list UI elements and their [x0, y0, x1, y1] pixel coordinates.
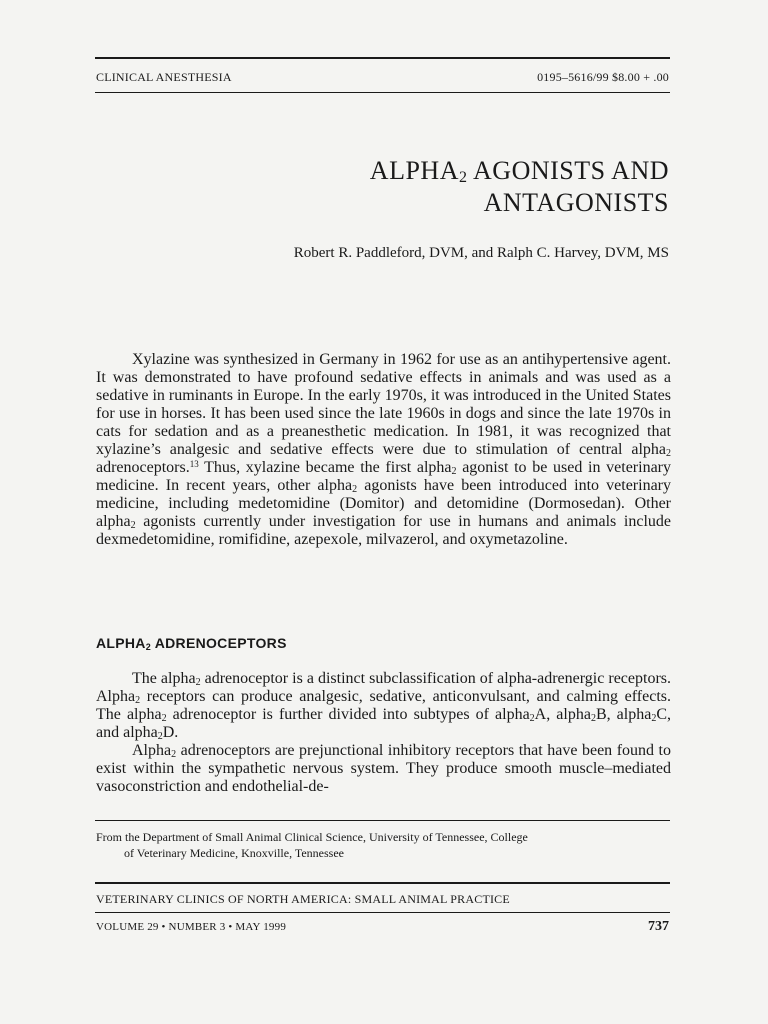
footnote-line-2: of Veterinary Medicine, Knoxville, Tennessee: [124, 846, 344, 860]
journal-name: VETERINARY CLINICS OF NORTH AMERICA: SMALL ANIMAL PRACTICE: [96, 892, 510, 906]
intro-paragraph: Xylazine was synthesized in Germany in 1962 for use as an antihypertensive agent. It was demonstrated to have profound sedative effects in animals and was used as a sedative in ruminants in Europe. In the early 1970s, it was introduced in the United States for use in horses. It has been used since the late 1960s in dogs and since the late 1970s in cats for sedation and as a preanesthetic medication. In 1981, it was recognized that xylazine’s analgesic and sedative effects were due to stimulation of central alpha$_2$ adrenoceptors.$^{13}$ Thus, xylazine became the first alpha$_2$ agonist to be used in veterinary medicine. In recent years, other alpha$_2$ agonists have been introduced into veterinary medicine, including medetomidine (Domitor) and detomidine (Dormosedan). Other alpha$_2$ agonists currently under investigation for use in humans and animals include dexmedetomidine, romifidine, azepexole, milvazerol, and oxymetazoline.: [96, 351, 672, 548]
footnote-rule: [95, 820, 670, 821]
section-paragraph-1: The alpha$_2$ adrenoceptor is a distinct subclassification of alpha-adrenergic receptors. Alpha$_2$ receptors can produce analgesic, sedative, anticonvulsant, and calming effects. The alpha$_2$ adrenoceptor is further divided into subtypes of alpha$_2$A, alpha$_2$B, alpha$_2$C, and alpha$_2$D.: [96, 670, 671, 742]
reference-marker: 13: [189, 459, 199, 469]
article-title-line-1: $ALPHA_2$ AGONISTS AND: [369, 156, 669, 186]
header-top-rule: [95, 57, 670, 59]
article-title-line-2: ANTAGONISTS: [483, 188, 669, 217]
footnote-line-1: From the Department of Small Animal Clinical Science, University of Tennessee, College: [96, 830, 528, 844]
running-header-right: 0195–5616/99 $8.00 + .00: [537, 70, 669, 84]
section-paragraph-2: Alpha$_2$ adrenoceptors are prejunctional inhibitory receptors that have been found to exist within the sympathetic nervous system. They produce smooth muscle–mediated vasoconstriction and endothelial-de-: [96, 742, 671, 795]
page-number: 737: [648, 919, 669, 934]
running-header-left: CLINICAL ANESTHESIA: [96, 70, 232, 84]
header-bottom-rule: [95, 92, 670, 93]
section-body: [96, 670, 671, 796]
intro-section: [96, 351, 671, 549]
section-heading: $ALPHA_2$ ADRENOCEPTORS: [96, 635, 287, 652]
issue-info: VOLUME 29 • NUMBER 3 • MAY 1999: [96, 921, 287, 933]
article-authors: Robert R. Paddleford, DVM, and Ralph C. Harvey, DVM, MS: [293, 245, 669, 261]
footer-mid-rule: [95, 912, 670, 913]
footer-top-rule: [95, 882, 670, 884]
affiliation-footnote: [96, 829, 674, 861]
